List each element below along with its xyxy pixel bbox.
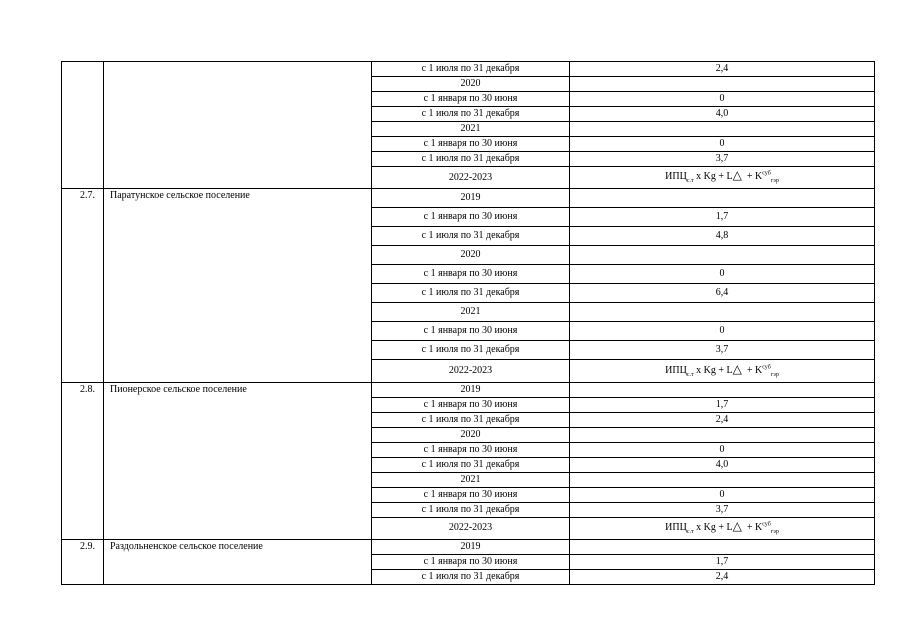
- table-row: [62, 382, 875, 397]
- delta-icon: △: [732, 361, 742, 376]
- period-cell: 2021: [372, 472, 570, 487]
- value-cell: 0: [570, 92, 875, 107]
- formula-subscript: с.т: [686, 178, 694, 185]
- period-cell: 2019: [372, 539, 570, 554]
- value-cell: [570, 246, 875, 265]
- value-cell: 4,0: [570, 457, 875, 472]
- period-cell: с 1 января по 30 июня: [372, 554, 570, 569]
- formula-plus: + K: [741, 364, 763, 376]
- value-cell: 1,7: [570, 397, 875, 412]
- period-cell: с 1 июля по 31 декабря: [372, 227, 570, 246]
- formula-superscript: суб: [762, 364, 771, 371]
- period-cell: 2022-2023: [372, 517, 570, 539]
- period-cell: с 1 июля по 31 декабря: [372, 569, 570, 584]
- formula-subscript-2: гэр: [770, 178, 779, 185]
- period-cell: 2021: [372, 122, 570, 137]
- value-cell: [570, 427, 875, 442]
- value-cell: 6,4: [570, 284, 875, 303]
- value-cell: [570, 189, 875, 208]
- value-cell: [570, 382, 875, 397]
- value-cell: 2,4: [570, 412, 875, 427]
- item-number: 2.7.: [62, 189, 104, 382]
- period-cell: с 1 июля по 31 декабря: [372, 502, 570, 517]
- value-cell: 1,7: [570, 208, 875, 227]
- settlement-name: Раздольненское сельское поселение: [104, 539, 372, 584]
- value-cell: 4,0: [570, 107, 875, 122]
- tariff-table: [61, 61, 875, 585]
- period-cell: 2020: [372, 246, 570, 265]
- formula-base: ИПЦ: [665, 364, 687, 376]
- period-cell: 2019: [372, 382, 570, 397]
- value-cell: 0: [570, 322, 875, 341]
- delta-icon: △: [732, 518, 742, 533]
- value-cell: 3,7: [570, 152, 875, 167]
- period-cell: 2020: [372, 427, 570, 442]
- period-cell: с 1 января по 30 июня: [372, 137, 570, 152]
- period-cell: с 1 января по 30 июня: [372, 397, 570, 412]
- value-cell: [570, 472, 875, 487]
- formula-superscript: суб: [762, 521, 771, 528]
- value-cell: 0: [570, 137, 875, 152]
- period-cell: с 1 января по 30 июня: [372, 265, 570, 284]
- formula-superscript: суб: [762, 171, 771, 177]
- value-cell: 0: [570, 487, 875, 502]
- settlement-name: Паратунское сельское поселение: [104, 189, 372, 382]
- period-cell: с 1 июля по 31 декабря: [372, 284, 570, 303]
- period-cell: 2020: [372, 77, 570, 92]
- period-cell: с 1 января по 30 июня: [372, 487, 570, 502]
- period-cell: с 1 июля по 31 декабря: [372, 341, 570, 360]
- value-cell: 4,8: [570, 227, 875, 246]
- item-number: [62, 62, 104, 189]
- period-cell: с 1 января по 30 июня: [372, 322, 570, 341]
- delta-icon: △: [732, 168, 742, 183]
- period-cell: 2019: [372, 189, 570, 208]
- index-formula: [570, 360, 875, 382]
- period-cell: с 1 июля по 31 декабря: [372, 107, 570, 122]
- value-cell: 3,7: [570, 502, 875, 517]
- formula-plus: + K: [741, 521, 763, 533]
- table-row: [62, 189, 875, 208]
- table-row: [62, 62, 875, 77]
- period-cell: с 1 июля по 31 декабря: [372, 412, 570, 427]
- value-cell: 2,4: [570, 569, 875, 584]
- settlement-name: [104, 62, 372, 189]
- item-number: 2.9.: [62, 539, 104, 584]
- period-cell: с 1 января по 30 июня: [372, 208, 570, 227]
- value-cell: [570, 122, 875, 137]
- formula-subscript: с.т: [686, 528, 694, 535]
- formula-middle: x Kg + L: [693, 521, 733, 533]
- period-cell: с 1 января по 30 июня: [372, 442, 570, 457]
- document-page: [61, 61, 874, 585]
- formula-plus: + K: [741, 171, 763, 183]
- item-number: 2.8.: [62, 382, 104, 539]
- formula-subscript-2: гэр: [770, 371, 779, 378]
- value-cell: [570, 303, 875, 322]
- formula-base: ИПЦ: [665, 521, 687, 533]
- period-cell: 2022-2023: [372, 167, 570, 189]
- value-cell: 3,7: [570, 341, 875, 360]
- value-cell: 0: [570, 265, 875, 284]
- value-cell: 2,4: [570, 62, 875, 77]
- formula-middle: x Kg + L: [693, 364, 733, 376]
- period-cell: с 1 июля по 31 декабря: [372, 457, 570, 472]
- value-cell: 0: [570, 442, 875, 457]
- formula-middle: x Kg + L: [693, 171, 733, 183]
- period-cell: с 1 января по 30 июня: [372, 92, 570, 107]
- formula-subscript: с.т: [686, 371, 694, 378]
- formula-base: ИПЦ: [665, 171, 687, 183]
- period-cell: 2021: [372, 303, 570, 322]
- value-cell: [570, 539, 875, 554]
- period-cell: с 1 июля по 31 декабря: [372, 152, 570, 167]
- formula-subscript-2: гэр: [770, 528, 779, 535]
- settlement-name: Пионерское сельское поселение: [104, 382, 372, 539]
- value-cell: 1,7: [570, 554, 875, 569]
- value-cell: [570, 77, 875, 92]
- index-formula: [570, 167, 875, 189]
- table-row: [62, 539, 875, 554]
- period-cell: 2022-2023: [372, 360, 570, 382]
- index-formula: [570, 517, 875, 539]
- period-cell: с 1 июля по 31 декабря: [372, 62, 570, 77]
